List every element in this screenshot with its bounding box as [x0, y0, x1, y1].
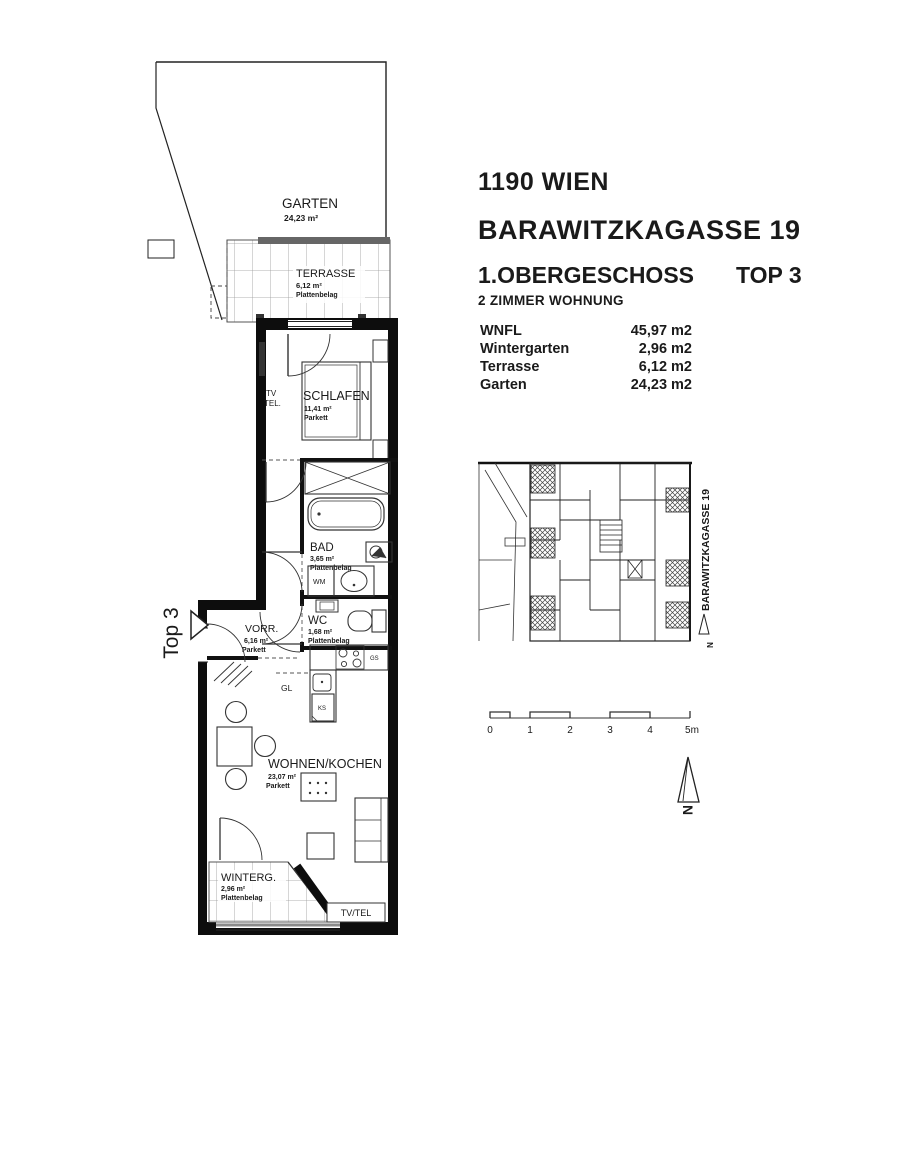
wc-label: WC — [308, 615, 328, 627]
terrace-area — [211, 237, 390, 322]
bathroom-label: BAD — [310, 542, 334, 554]
wintergarten-floor-type: Plattenbelag — [221, 895, 263, 902]
terrace-edge-strip — [258, 237, 390, 244]
door-arc — [220, 818, 262, 860]
scale-tick-3: 3 — [607, 725, 613, 736]
chair — [226, 769, 247, 790]
area-label: Terrasse — [480, 359, 540, 375]
terrace-area-value: 6,12 m² — [296, 281, 322, 290]
entrance-steps — [214, 662, 252, 687]
bedroom — [259, 334, 388, 462]
wc-room — [308, 600, 386, 645]
vorraum-floor-type: Parkett — [242, 647, 266, 654]
living-room — [217, 702, 388, 863]
nightstand — [373, 340, 388, 362]
header-apartment-type: 2 ZIMMER WOHNUNG — [478, 293, 624, 308]
side-table — [301, 773, 336, 801]
dishwasher-label: GS — [370, 656, 379, 662]
garden-label: GARTEN — [282, 196, 339, 211]
coffee-table — [307, 833, 334, 859]
north-arrow-icon — [678, 757, 699, 802]
scale-tick-0: 0 — [487, 725, 493, 736]
toilet — [348, 611, 372, 631]
header-unit: TOP 3 — [736, 262, 802, 288]
table-row — [480, 322, 692, 340]
area-value: 6,12 m2 — [638, 359, 692, 375]
vorraum-area-value: 6,16 m² — [244, 638, 269, 645]
header-floor: 1.OBERGESCHOSS — [478, 262, 694, 288]
wc-floor-type: Plattenbelag — [308, 638, 350, 645]
area-value: 2,96 m2 — [638, 341, 692, 357]
area-label: Garten — [480, 377, 527, 393]
terrace-floor-type: Plattenbelag — [296, 292, 338, 299]
scale-bar — [487, 711, 699, 736]
tel-label: TEL. — [264, 399, 281, 408]
unit-marker-label: Top 3 — [160, 607, 183, 659]
vorraum-label: VORR. — [245, 623, 279, 635]
wintergarten — [209, 862, 385, 922]
bathroom-area-value: 3,65 m² — [310, 556, 335, 563]
site-plan — [478, 463, 714, 648]
bedroom-area-value: 11,41 m² — [304, 406, 332, 413]
fridge-label: KS — [318, 706, 327, 712]
kitchen — [276, 645, 388, 722]
wintergarten-area-value: 2,96 m² — [221, 886, 246, 893]
scale-tick-1: 1 — [527, 725, 533, 736]
north-arrow-small-icon — [699, 614, 709, 634]
site-plan-stairs — [600, 520, 642, 578]
wc-area-value: 1,68 m² — [308, 629, 333, 636]
bedroom-label: SCHLAFEN — [303, 389, 370, 403]
north-label-small: N — [705, 642, 714, 648]
living-room-label: WOHNEN/KOCHEN — [268, 757, 382, 771]
living-room-floor-type: Parkett — [266, 783, 290, 790]
table-row — [480, 358, 692, 376]
scale-tick-2: 2 — [567, 725, 573, 736]
area-table — [480, 322, 692, 394]
scale-tick-4: 4 — [647, 725, 653, 736]
chair — [226, 702, 247, 723]
living-room-area-value: 23,07 m² — [268, 774, 297, 781]
header-city: 1190 WIEN — [478, 168, 609, 196]
washing-machine-label: WM — [313, 579, 326, 586]
site-plan-balconies — [531, 465, 689, 630]
north-arrow — [678, 757, 699, 815]
door-arc — [288, 334, 330, 376]
wintergarten-label: WINTERG. — [221, 872, 276, 884]
area-label: WNFL — [480, 323, 522, 339]
site-plan-street-label: BARAWITZKAGASSE 19 — [700, 489, 712, 611]
door-arc — [262, 552, 302, 592]
north-label: N — [680, 805, 696, 816]
vorraum — [207, 612, 300, 687]
area-label: Wintergarten — [480, 341, 570, 357]
garden-area-value: 24,23 m² — [284, 213, 319, 223]
gl-label: GL — [281, 683, 293, 693]
area-value: 45,97 m2 — [630, 323, 692, 339]
scale-tick-5: 5m — [685, 725, 699, 736]
chair — [255, 736, 276, 757]
table-row — [480, 376, 692, 394]
bathroom — [308, 498, 392, 596]
sink — [341, 571, 367, 592]
radiator — [259, 342, 265, 376]
terrace-label: TERRASSE — [296, 268, 356, 280]
header-street: BARAWITZKAGASSE 19 — [478, 215, 801, 245]
site-plan-street — [479, 463, 527, 641]
sofa — [355, 798, 388, 862]
tv-label: TV — [266, 389, 277, 398]
table-row — [480, 340, 692, 358]
dining-table — [217, 727, 252, 766]
header-block — [478, 168, 838, 308]
bathroom-floor-type: Plattenbelag — [310, 565, 352, 572]
bedroom-floor-type: Parkett — [304, 415, 328, 422]
tv-tel-label: TV/TEL — [340, 908, 372, 918]
area-value: 24,23 m2 — [630, 377, 692, 393]
apartment-walls — [197, 318, 398, 935]
